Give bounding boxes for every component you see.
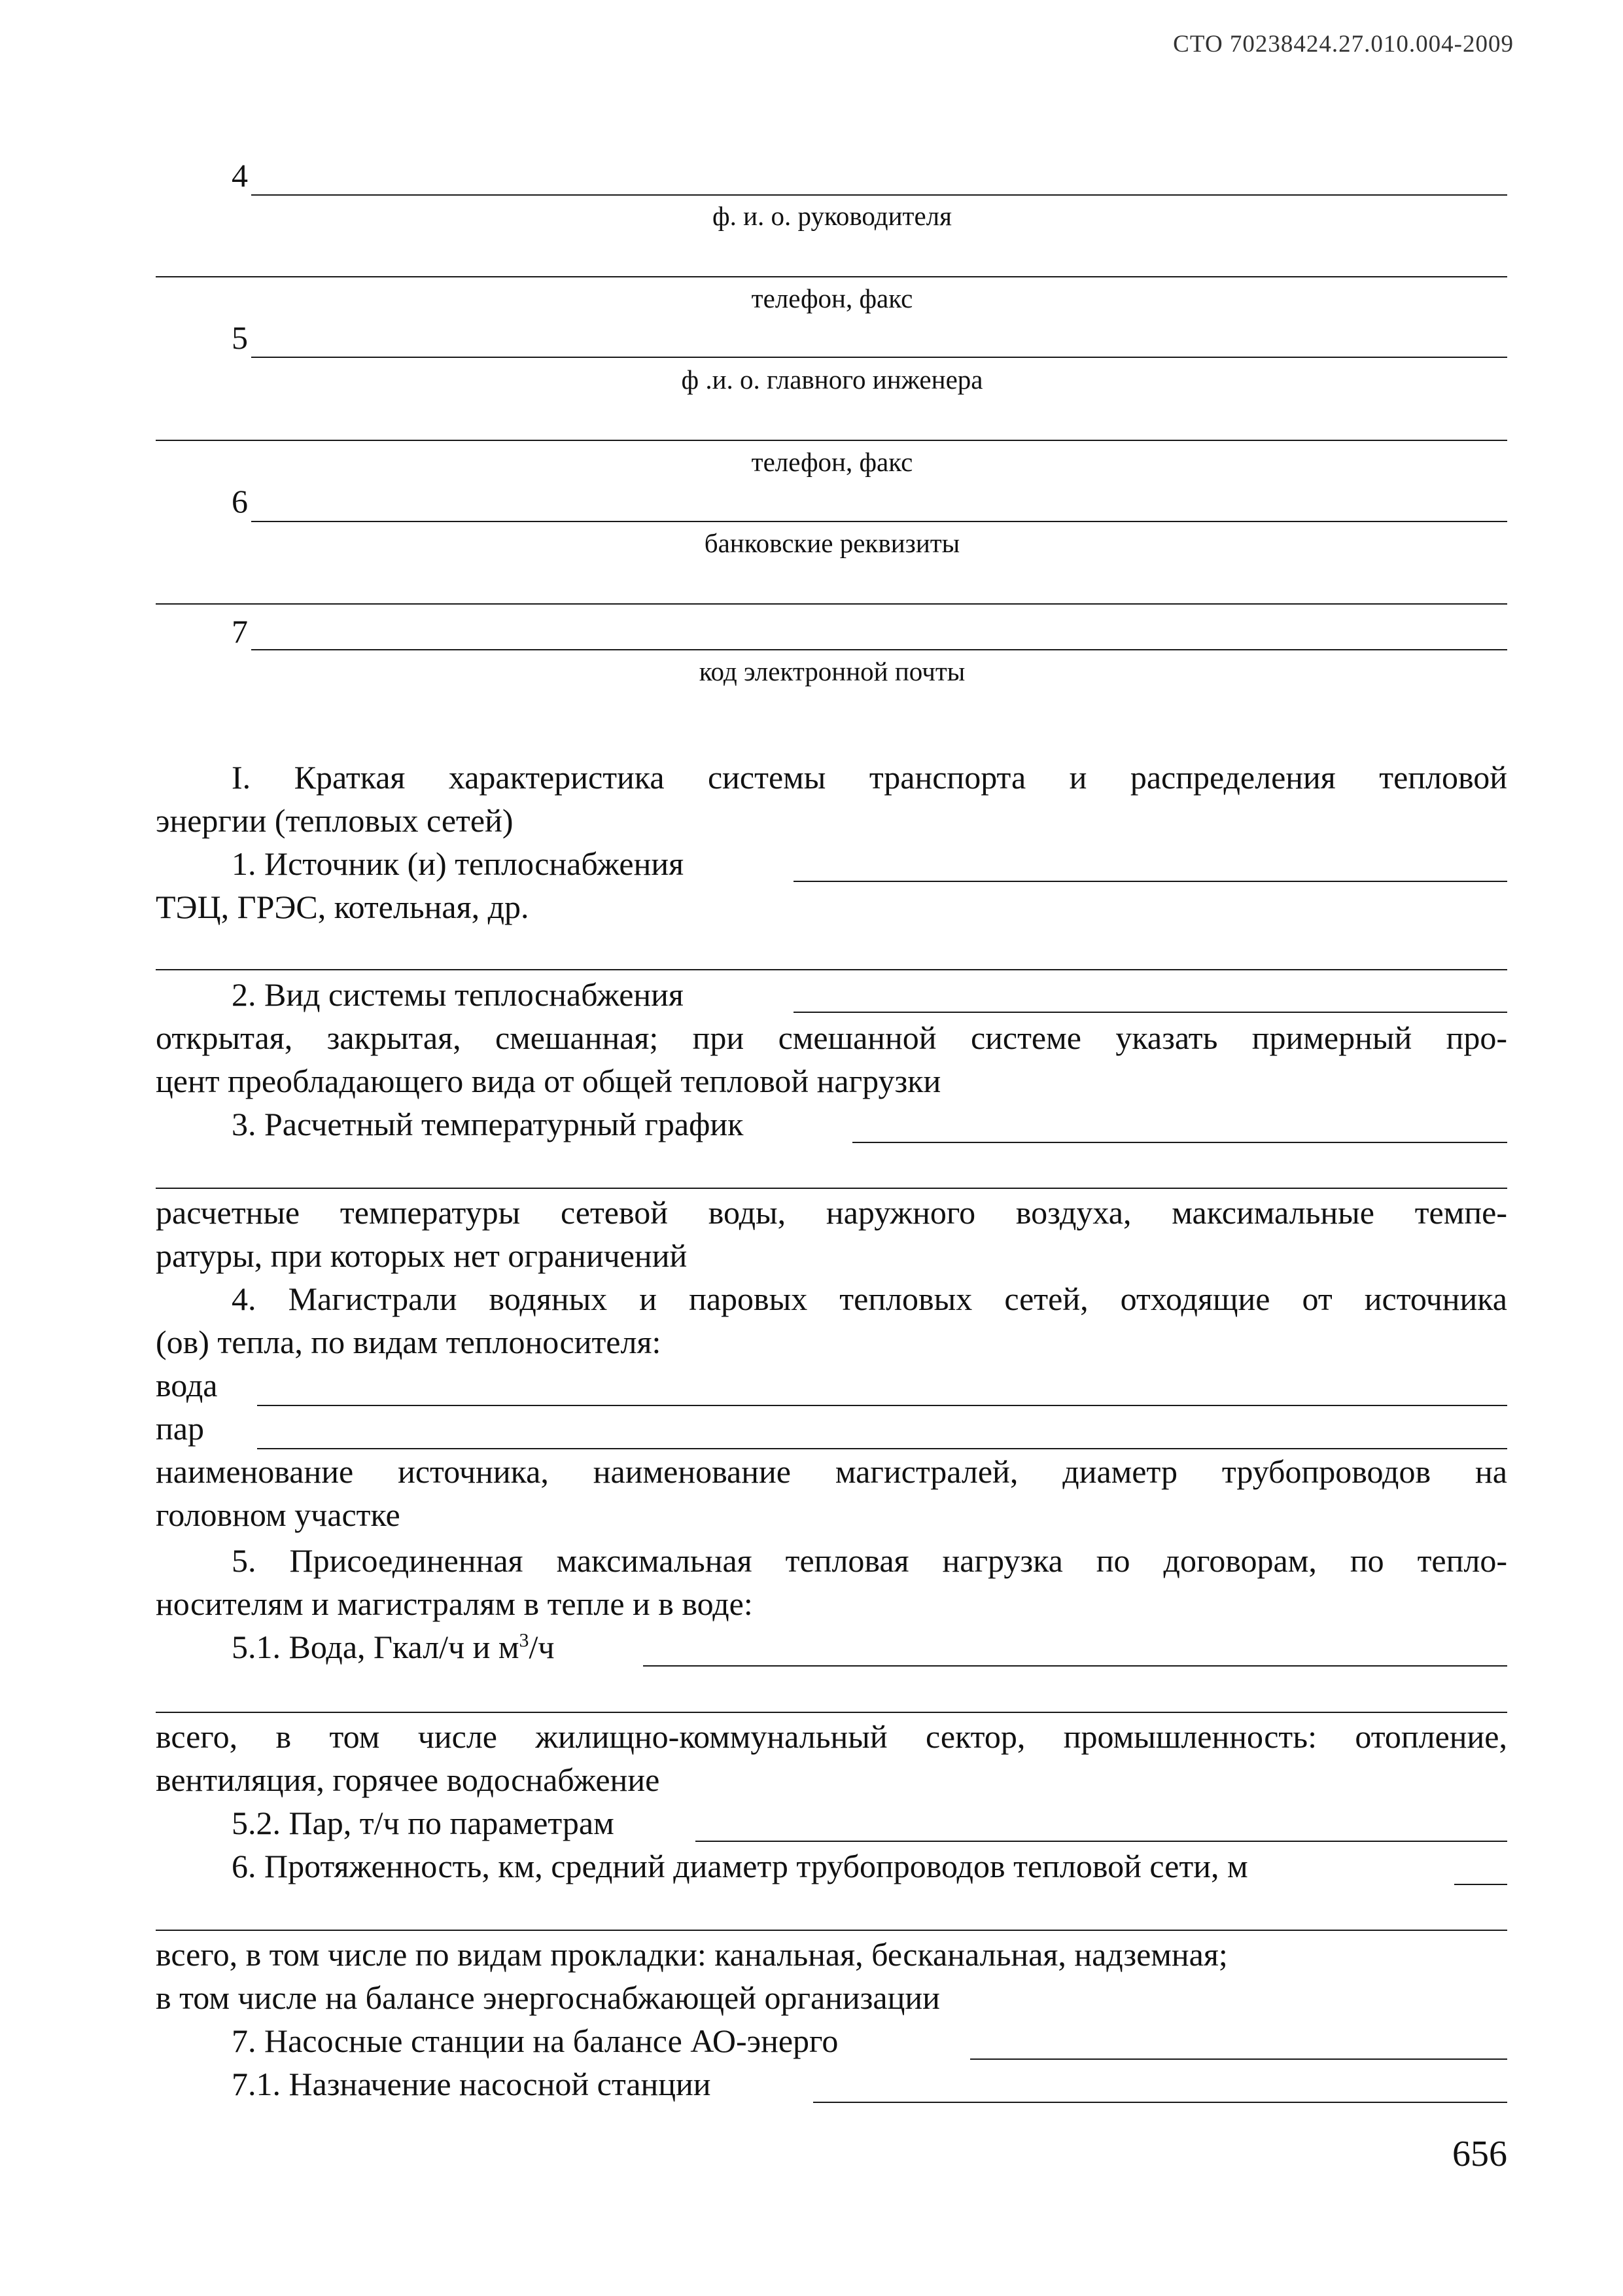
item-3-hint-line-2: ратуры, при которых нет ограничений <box>156 1237 688 1274</box>
item-5-1-label-unit: /ч <box>529 1629 555 1665</box>
field-caption-bank-details: банковские реквизиты <box>704 528 960 558</box>
item-5-1-label <box>232 1625 555 1669</box>
item-5-line-1: 5. Присоединенная максимальная тепловая нагрузка по договорам, по тепло- <box>232 1542 1507 1579</box>
field-number-5: 5 <box>232 319 248 356</box>
item-6-hint-line-1: всего, в том числе по видам прокладки: канальная, бесканальная, надземная; <box>156 1936 1228 1973</box>
field-number-4: 4 <box>232 157 248 194</box>
field-number-6: 6 <box>232 483 248 520</box>
item-2-hint-line-2: цент преобладающего вида от общей тепловой нагрузки <box>156 1063 941 1099</box>
item-6-hint-line-2: в том числе на балансе энергоснабжающей организации <box>156 1979 940 2016</box>
field-line-director-phone[interactable] <box>156 276 1507 277</box>
page-number: 656 <box>1452 2134 1507 2174</box>
field-line-6[interactable] <box>251 521 1507 522</box>
field-line-bank-details-2[interactable] <box>156 603 1507 605</box>
field-line-7[interactable] <box>251 649 1507 650</box>
item-4-steam-label: пар <box>156 1410 204 1447</box>
field-caption-director-phone: телефон, факс <box>751 283 913 313</box>
item-5-1-hint-line-1: всего, в том числе жилищно-коммунальный сектор, промышленность: отопление, <box>156 1718 1507 1755</box>
item-6-input-line[interactable] <box>1454 1884 1507 1885</box>
field-line-5[interactable] <box>251 357 1507 358</box>
item-2-hint-line-1: открытая, закрытая, смешанная; при смешанной системе указать примерный про- <box>156 1019 1507 1056</box>
item-4-hint-line-2: головном участке <box>156 1496 400 1533</box>
item-4-line-2: (ов) тепла, по видам теплоносителя: <box>156 1324 661 1360</box>
item-7-1-label: 7.1. Назначение насосной станции <box>232 2066 711 2102</box>
item-5-2-label: 5.2. Пар, т/ч по параметрам <box>232 1805 614 1841</box>
field-caption-email: код электронной почты <box>699 656 966 686</box>
field-caption-engineer-phone: телефон, факс <box>751 447 913 477</box>
item-6-input-line-2[interactable] <box>156 1930 1507 1931</box>
item-2-label: 2. Вид системы теплоснабжения <box>232 976 684 1013</box>
item-7-input-line[interactable] <box>970 2058 1507 2060</box>
item-2-input-line[interactable] <box>794 1012 1507 1013</box>
item-5-1-input-line[interactable] <box>643 1665 1507 1667</box>
field-line-engineer-phone[interactable] <box>156 440 1507 441</box>
item-4-water-input-line[interactable] <box>257 1405 1507 1406</box>
item-3-hint-line-1: расчетные температуры сетевой воды, наружного воздуха, максимальные темпе- <box>156 1194 1507 1231</box>
item-3-input-line[interactable] <box>852 1142 1507 1143</box>
document-code: СТО 70238424.27.010.004-2009 <box>1173 31 1514 58</box>
section-heading-line-1: I. Краткая характеристика системы транспорта и распределения тепловой <box>232 759 1507 796</box>
item-1-input-line[interactable] <box>794 881 1507 882</box>
field-line-4[interactable] <box>251 194 1507 196</box>
item-1-input-line-2[interactable] <box>156 969 1507 970</box>
item-5-1-label-text: 5.1. Вода, Гкал/ч и м <box>232 1629 519 1665</box>
item-5-2-input-line[interactable] <box>695 1841 1507 1842</box>
item-1-label: 1. Источник (и) теплоснабжения <box>232 845 684 882</box>
field-caption-chief-engineer-name: ф .и. о. главного инженера <box>681 364 983 395</box>
item-4-hint-line-1: наименование источника, наименование магистралей, диаметр трубопроводов на <box>156 1453 1507 1490</box>
item-4-water-label: вода <box>156 1367 218 1404</box>
section-heading-line-2: энергии (тепловых сетей) <box>156 802 514 839</box>
item-7-label: 7. Насосные станции на балансе АО-энерго <box>232 2022 839 2059</box>
item-1-hint: ТЭЦ, ГРЭС, котельная, др. <box>156 889 529 925</box>
item-5-1-superscript: 3 <box>519 1629 529 1651</box>
item-5-1-hint-line-2: вентиляция, горячее водоснабжение <box>156 1761 660 1798</box>
item-4-steam-input-line[interactable] <box>257 1448 1507 1449</box>
item-7-1-input-line[interactable] <box>813 2102 1507 2103</box>
field-caption-director-name: ф. и. о. руководителя <box>712 201 952 231</box>
item-5-1-input-line-2[interactable] <box>156 1712 1507 1713</box>
item-6-label: 6. Протяженность, км, средний диаметр трубопроводов тепловой сети, м <box>232 1848 1248 1884</box>
field-number-7: 7 <box>232 613 248 650</box>
item-3-label: 3. Расчетный температурный график <box>232 1106 744 1142</box>
item-4-line-1: 4. Магистрали водяных и паровых тепловых сетей, отходящие от источника <box>232 1280 1507 1317</box>
item-3-input-line-2[interactable] <box>156 1188 1507 1189</box>
item-5-line-2: носителям и магистралям в тепле и в воде: <box>156 1585 753 1622</box>
